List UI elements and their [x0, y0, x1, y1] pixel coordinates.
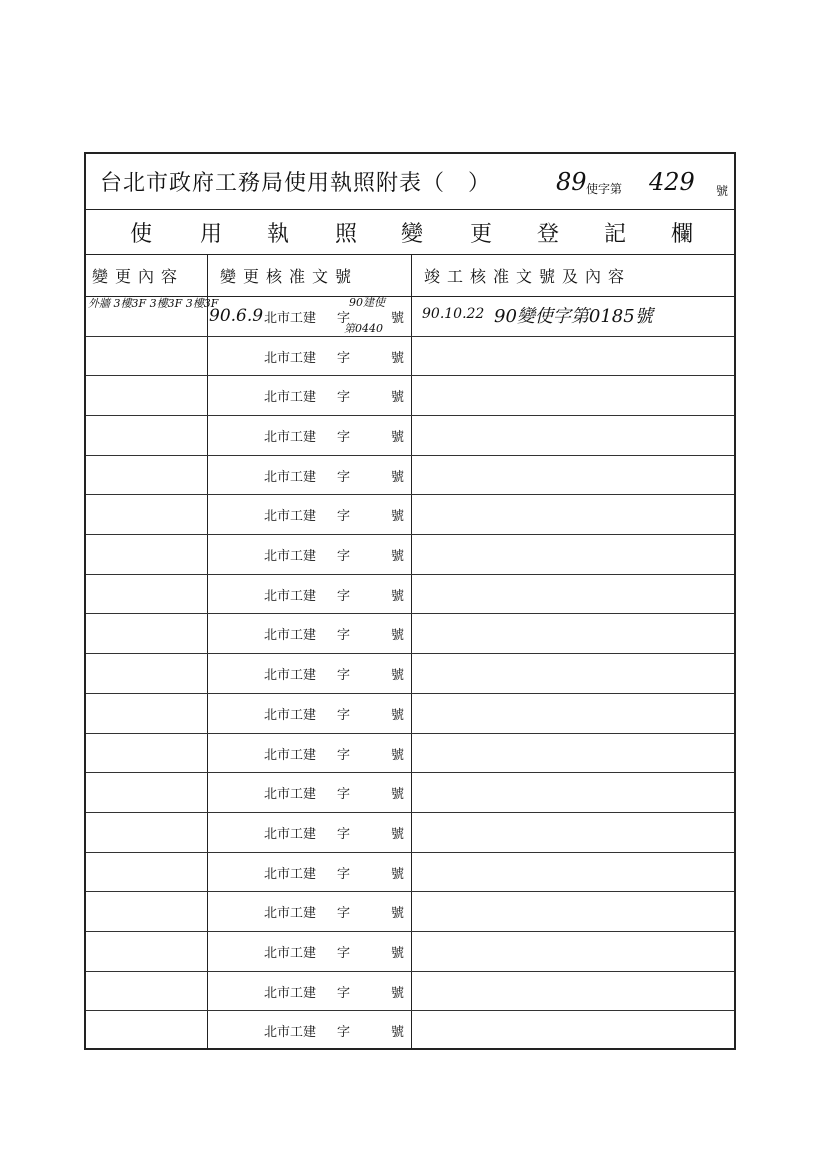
- agency-label: 北市工建: [264, 826, 317, 842]
- agency-label: 北市工建: [264, 787, 317, 803]
- zi-label: 字: [337, 668, 351, 684]
- first-row-completion-date: 90.10.22: [422, 306, 485, 322]
- zi-label: 字: [337, 826, 351, 842]
- permit-attachment-form: [84, 152, 736, 1050]
- table-row: [86, 455, 734, 496]
- header-completion-approval: 竣工核准文號及內容: [424, 267, 632, 286]
- table-row: [86, 1010, 734, 1050]
- hao-label: 號: [391, 350, 405, 366]
- hao-label: 號: [391, 787, 405, 803]
- table-row: [86, 772, 734, 813]
- table-row: [86, 852, 734, 893]
- permit-year: 89: [556, 168, 587, 196]
- table-row: [86, 812, 734, 853]
- hao-label: 號: [391, 628, 405, 644]
- approval-number-cell: [209, 693, 413, 733]
- approval-number-cell: [209, 852, 413, 892]
- hao-label: 號: [391, 311, 405, 326]
- approval-number-cell: [209, 415, 413, 455]
- table-row: [86, 613, 734, 654]
- approval-number-cell: [209, 931, 413, 971]
- agency-label: 北市工建: [264, 588, 317, 604]
- hao-label: 號: [391, 668, 405, 684]
- hao-label: 號: [391, 866, 405, 882]
- banner-char: 記: [604, 222, 627, 247]
- agency-label: 北市工建: [264, 350, 317, 366]
- approval-number-cell: [209, 574, 413, 614]
- zi-label: 字: [337, 747, 351, 763]
- table-row: [86, 494, 734, 535]
- hao-label: 號: [391, 906, 405, 922]
- table-row: [86, 931, 734, 972]
- zi-label: 字: [337, 866, 351, 882]
- hao-label: 號: [391, 707, 405, 723]
- zi-label: 字: [337, 311, 351, 326]
- banner-char: 登: [537, 222, 560, 247]
- agency-label: 北市工建: [264, 549, 317, 565]
- hao-label: 號: [391, 985, 405, 1001]
- zi-label: 字: [337, 945, 351, 961]
- permit-word: 使字第: [586, 182, 623, 196]
- hao-label: 號: [391, 549, 405, 565]
- approval-number-cell: [209, 1010, 413, 1050]
- hao-label: 號: [391, 588, 405, 604]
- agency-label: 北市工建: [264, 430, 317, 446]
- table-row: [86, 733, 734, 774]
- approval-number-cell: [209, 534, 413, 574]
- banner-char: 變: [401, 222, 424, 247]
- banner-char: 欄: [671, 222, 694, 247]
- agency-label: 北市工建: [264, 906, 317, 922]
- first-row-approval-handwritten-bottom: 第0440: [344, 322, 383, 335]
- table-row: [86, 971, 734, 1012]
- table-row: [86, 415, 734, 456]
- agency-label: 北市工建: [264, 945, 317, 961]
- approval-number-cell: [209, 455, 413, 495]
- agency-label: 北市工建: [264, 747, 317, 763]
- first-row-completion-text: 90變使字第0185號: [494, 306, 653, 327]
- zi-label: 字: [337, 787, 351, 803]
- zi-label: 字: [337, 985, 351, 1001]
- column-header-row: [86, 254, 734, 297]
- approval-number-cell: [209, 336, 413, 376]
- hao-label: 號: [391, 509, 405, 525]
- rows-container: [86, 296, 734, 1050]
- agency-label: 北市工建: [264, 866, 317, 882]
- permit-suffix: 號: [716, 184, 729, 198]
- zi-label: 字: [337, 509, 351, 525]
- banner-char: 執: [267, 222, 290, 247]
- approval-number-cell: [209, 653, 413, 693]
- table-row: [86, 375, 734, 416]
- permit-number: 429: [649, 168, 695, 196]
- approval-number-cell: [209, 733, 413, 773]
- table-row: [86, 693, 734, 734]
- agency-label: 北市工建: [264, 985, 317, 1001]
- zi-label: 字: [337, 390, 351, 406]
- hao-label: 號: [391, 1025, 405, 1041]
- approval-number-cell: [209, 891, 413, 931]
- zi-label: 字: [337, 549, 351, 565]
- hao-label: 號: [391, 430, 405, 446]
- agency-label: 北市工建: [264, 668, 317, 684]
- banner-char: 照: [335, 222, 358, 247]
- approval-number-cell: [209, 812, 413, 852]
- first-row-change-content: 外牆 3樓3F 3樓3F 3樓3F: [88, 297, 219, 310]
- title-row: [86, 154, 734, 210]
- approval-number-cell: [209, 971, 413, 1011]
- hao-label: 號: [391, 945, 405, 961]
- first-row-approval-handwritten-top: 90建使: [349, 296, 385, 309]
- hao-label: 號: [391, 747, 405, 763]
- zi-label: 字: [337, 628, 351, 644]
- approval-number-cell: [209, 375, 413, 415]
- zi-label: 字: [337, 906, 351, 922]
- section-banner: [86, 209, 734, 255]
- agency-label: 北市工建: [264, 707, 317, 723]
- banner-char: 用: [200, 222, 223, 247]
- zi-label: 字: [337, 430, 351, 446]
- agency-label: 北市工建: [264, 509, 317, 525]
- approval-number-cell: [209, 613, 413, 653]
- approval-number-cell: [209, 772, 413, 812]
- agency-label: 北市工建: [264, 469, 317, 485]
- zi-label: 字: [337, 469, 351, 485]
- header-approval-number: 變更核准文號: [220, 267, 359, 286]
- table-row: [86, 534, 734, 575]
- zi-label: 字: [337, 588, 351, 604]
- agency-label: 北市工建: [264, 390, 317, 406]
- agency-label: 北市工建: [264, 628, 317, 644]
- table-row: [86, 574, 734, 615]
- zi-label: 字: [337, 1025, 351, 1041]
- zi-label: 字: [337, 350, 351, 366]
- banner-char: 更: [470, 222, 493, 247]
- agency-label: 北市工建: [264, 1025, 317, 1041]
- hao-label: 號: [391, 469, 405, 485]
- agency-label: 北市工建: [264, 311, 317, 326]
- table-row: [86, 891, 734, 932]
- zi-label: 字: [337, 707, 351, 723]
- form-title: 台北市政府工務局使用執照附表（ ）: [100, 171, 492, 196]
- table-row: [86, 653, 734, 694]
- table-row: [86, 336, 734, 377]
- table-row: [86, 296, 734, 337]
- approval-number-cell: [209, 494, 413, 534]
- hao-label: 號: [391, 826, 405, 842]
- banner-char: 使: [130, 222, 153, 247]
- hao-label: 號: [391, 390, 405, 406]
- first-row-date: 90.6.9: [209, 306, 264, 326]
- header-change-content: 變更內容: [92, 267, 185, 286]
